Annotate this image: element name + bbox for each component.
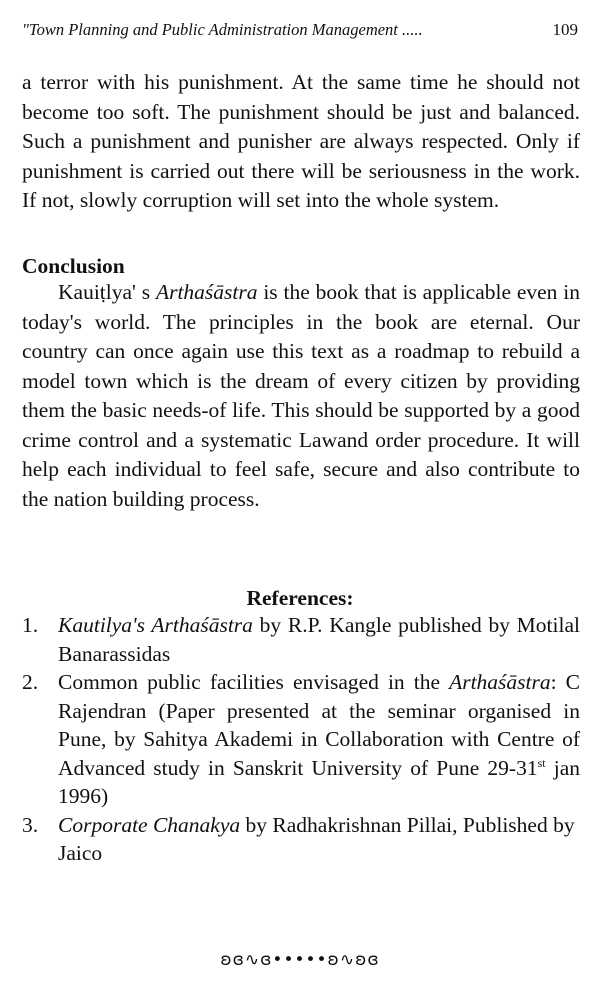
reference-post: jan 1996) [58, 755, 580, 808]
reference-text [58, 811, 580, 868]
reference-text [58, 668, 580, 811]
decorative-ornament-icon: ʚɞ∿ɞ•••••ʚ∿ʚɞ [220, 950, 380, 970]
reference-item [22, 811, 580, 868]
reference-number: 2. [22, 670, 39, 694]
running-header [22, 20, 578, 42]
page-number: 109 [552, 20, 578, 39]
reference-item [22, 611, 580, 668]
reference-number: 3. [22, 812, 39, 837]
reference-superscript: st [537, 755, 546, 770]
paragraph-continued: a terror with his punishment. At the same time he should not become too soft. The punishment should be just and balanced. Such a punishment and punisher are always respected. Only if punishment is carried out there will be seriousness in the work. If not, slowly corruption will set into the whole system. [22, 70, 580, 212]
running-title: "Town Planning and Public Administration Management ..... [22, 20, 423, 39]
conclusion-heading: Conclusion [22, 254, 125, 278]
references-heading: References: [246, 586, 354, 610]
conclusion-paragraph [22, 278, 580, 514]
reference-italic: Kautilya's Arthaśāstra [58, 613, 253, 637]
reference-number: 1. [22, 613, 39, 637]
conclusion-rest: is the book that is applicable even in today's world. The principles in the book are eternal. Our country can once again use this text as a roadmap to rebuild a model town which is the dream of every citizen by providing them the basic needs-of life. This should be supported by a good crime control and a systematic Lawand order procedure. It will help each individual to feel safe, secure and also contribute to the nation building process. [22, 280, 580, 511]
reference-body: by R.P. Kangle published by Motilal Banarassidas [58, 613, 580, 666]
reference-text [58, 611, 580, 668]
reference-item [22, 668, 580, 811]
reference-italic: Arthaśāstra [449, 670, 551, 694]
conclusion-lead: Kauiṭlya' s [58, 280, 156, 304]
reference-body: by Radhakrishnan Pillai, Published by Jaico [58, 812, 575, 865]
conclusion-italic-title: Arthaśāstra [155, 280, 258, 304]
reference-pre: Common public facilities envisaged in the [58, 670, 450, 694]
references-list [22, 611, 580, 868]
reference-italic: Corporate Chanakya [58, 812, 241, 837]
reference-body: : C Rajendran (Paper presented at the seminar organised in Pune, by Sahitya Akademi in Collaboration with Centre of Advanced study in Sanskrit University of Pune 29-31 [58, 670, 580, 780]
